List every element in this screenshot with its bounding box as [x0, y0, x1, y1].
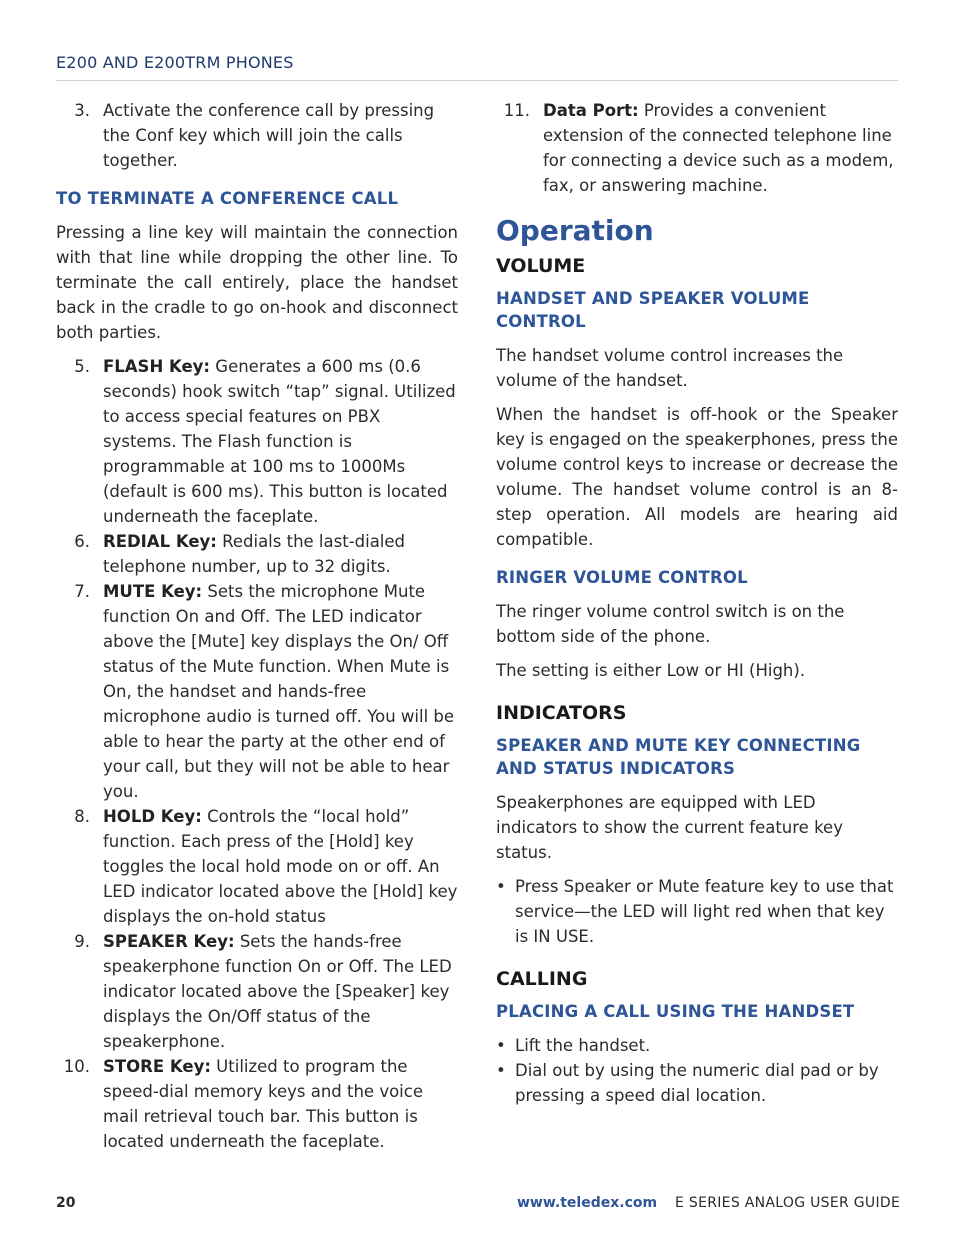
right-column — [496, 98, 898, 1108]
item-text: Activate the conference call by pressing the Conf key which will join the calls together. — [103, 101, 435, 170]
conference-steps — [56, 98, 458, 173]
list-item — [496, 874, 898, 949]
item-text: Redials the last-dialed telephone number, up to 32 digits. — [103, 532, 406, 576]
item-number: 7. — [74, 582, 90, 601]
item-label: HOLD Key: — [103, 807, 202, 826]
calling-heading: CALLING — [496, 968, 588, 990]
item-number: 6. — [74, 532, 90, 551]
item-label: STORE Key: — [103, 1057, 211, 1076]
operation-title: Operation — [496, 214, 654, 247]
left-column — [56, 98, 458, 1154]
item-number: 9. — [74, 932, 90, 951]
bullet-icon: • — [496, 1061, 506, 1080]
page-number: 20 — [56, 1195, 76, 1211]
header-divider — [56, 80, 898, 81]
item-number: 3. — [74, 101, 90, 120]
list-item — [56, 529, 458, 579]
list-item — [56, 98, 458, 173]
list-item — [56, 1054, 458, 1154]
item-number: 5. — [74, 357, 90, 376]
indicators-subheading: SPEAKER AND MUTE KEY CONNECTING AND STATUS INDICATORS — [496, 736, 861, 778]
bullet-icon: • — [496, 1036, 506, 1055]
bullet-text: Press Speaker or Mute feature key to use that service—the LED will light red when that key is IN USE. — [515, 877, 894, 946]
list-item — [496, 1058, 898, 1108]
bullet-text: Dial out by using the numeric dial pad or by pressing a speed dial location. — [515, 1061, 879, 1105]
handset-volume-heading: HANDSET AND SPEAKER VOLUME CONTROL — [496, 289, 810, 331]
list-item — [496, 98, 898, 198]
indicators-paragraph: Speakerphones are equipped with LED indicators to show the current feature key status. — [496, 793, 843, 862]
indicators-bullets — [496, 874, 898, 949]
item-label: FLASH Key: — [103, 357, 211, 376]
item-text: Generates a 600 ms (0.6 seconds) hook switch “tap” signal. Utilized to access special features on PBX systems. The Flash function is programmable at 100 ms to 1000Ms (default is 600 ms). This button is located underneath the faceplate. — [103, 357, 456, 526]
calling-subheading: PLACING A CALL USING THE HANDSET — [496, 1002, 855, 1021]
item-label: REDIAL Key: — [103, 532, 217, 551]
key-list — [56, 354, 458, 1154]
terminate-heading: TO TERMINATE A CONFERENCE CALL — [56, 189, 399, 208]
handset-volume-paragraph-2: When the handset is off-hook or the Speaker key is engaged on the speakerphones, press the volume control keys to increase or decrease the volume. The handset volume control is an 8-step operation. All models are hearing aid compatible. — [496, 405, 898, 549]
item-number: 10. — [63, 1057, 90, 1076]
item-number: 8. — [74, 807, 90, 826]
running-header: E200 AND E200TRM PHONES — [56, 53, 294, 72]
item-label: MUTE Key: — [103, 582, 203, 601]
indicators-heading: INDICATORS — [496, 702, 627, 724]
list-item — [496, 1033, 898, 1058]
guide-title: E SERIES ANALOG USER GUIDE — [675, 1195, 901, 1211]
ringer-paragraph-2: The setting is either Low or HI (High). — [496, 661, 806, 680]
bullet-icon: • — [496, 877, 506, 896]
item-text: Provides a convenient extension of the connected telephone line for connecting a device such as a modem, fax, or answering machine. — [543, 101, 894, 195]
calling-bullets — [496, 1033, 898, 1108]
list-item — [56, 354, 458, 529]
item-text: Utilized to program the speed-dial memory keys and the voice mail retrieval touch bar. This button is located underneath the faceplate. — [103, 1057, 423, 1151]
item-text: Sets the hands-free speakerphone function On or Off. The LED indicator located above the [Speaker] key displays the On/Off status of the speakerphone. — [103, 932, 452, 1051]
list-item — [56, 929, 458, 1054]
volume-heading: VOLUME — [496, 255, 586, 277]
bullet-text: Lift the handset. — [515, 1036, 651, 1055]
item-text: Sets the microphone Mute function On and Off. The LED indicator above the [Mute] key displays the On/ Off status of the Mute function. When Mute is On, the handset and hands-free microphone audio is turned off. You will be able to hear the party at the other end of your call, but they will not be able to hear you. — [103, 582, 455, 801]
list-item — [56, 579, 458, 804]
ringer-paragraph-1: The ringer volume control switch is on the bottom side of the phone. — [496, 602, 845, 646]
item-number: 11. — [503, 101, 530, 120]
item-label: SPEAKER Key: — [103, 932, 235, 951]
item-label: Data Port: — [543, 101, 639, 120]
list-item — [56, 804, 458, 929]
ringer-heading: RINGER VOLUME CONTROL — [496, 568, 748, 587]
website-link[interactable]: www.teledex.com — [517, 1195, 658, 1211]
handset-volume-paragraph-1: The handset volume control increases the volume of the handset. — [496, 346, 844, 390]
data-port-list — [496, 98, 898, 198]
terminate-paragraph: Pressing a line key will maintain the connection with that line while dropping the other line. To terminate the call entirely, place the handset back in the cradle to go on-hook and disconnect both parties. — [56, 223, 458, 342]
item-text: Controls the “local hold” function. Each press of the [Hold] key toggles the local hold mode on or off. An LED indicator located above the [Hold] key displays the on-hold status — [103, 807, 458, 926]
